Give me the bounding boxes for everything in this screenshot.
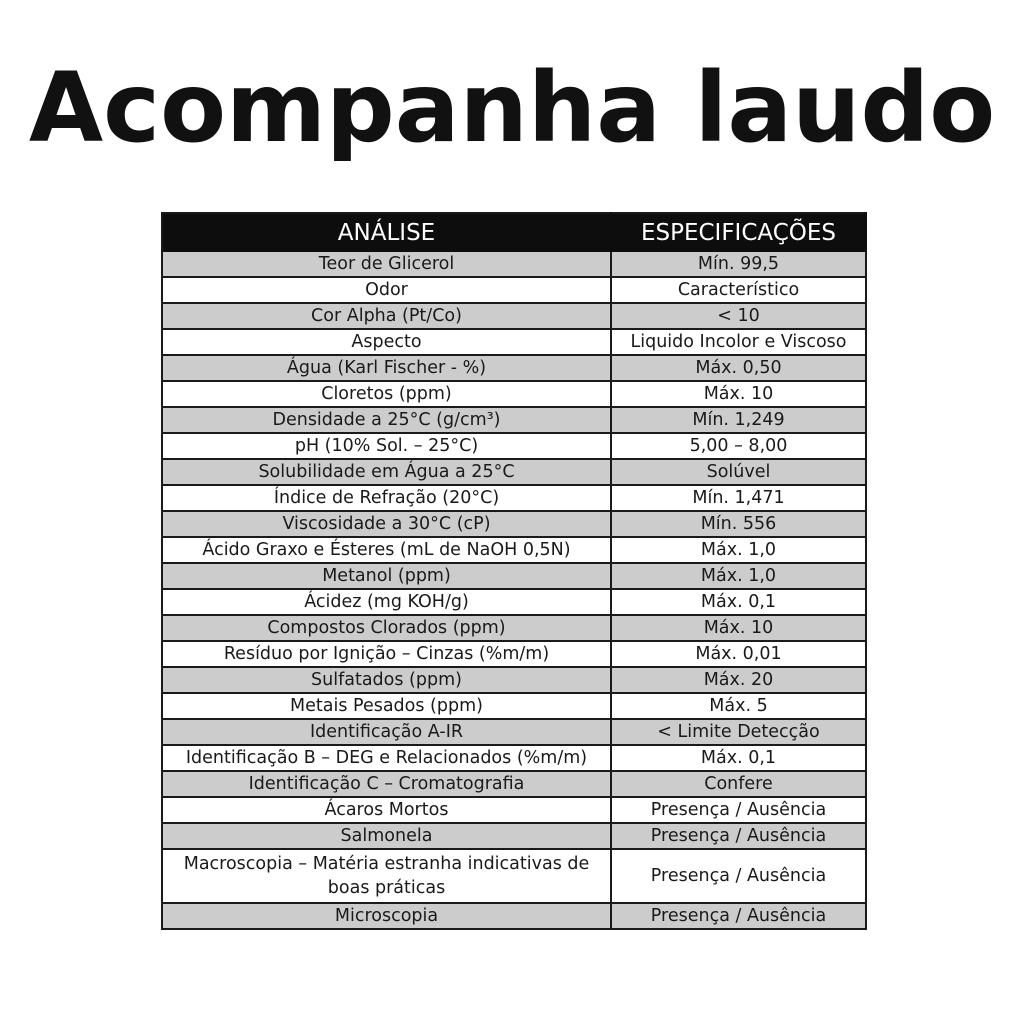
analysis-cell: Índice de Refração (20°C) — [162, 485, 611, 511]
analysis-cell: Identificação A-IR — [162, 719, 611, 745]
spec-cell: Mín. 99,5 — [611, 252, 866, 277]
analysis-cell: pH (10% Sol. – 25°C) — [162, 433, 611, 459]
spec-cell: Mín. 556 — [611, 511, 866, 537]
table-header-row — [162, 213, 866, 252]
spec-cell: Máx. 10 — [611, 381, 866, 407]
spec-cell: Presença / Ausência — [611, 823, 866, 849]
analysis-cell: Teor de Glicerol — [162, 252, 611, 277]
table-row — [162, 745, 866, 771]
analysis-cell: Identificação C – Cromatografia — [162, 771, 611, 797]
table-row — [162, 589, 866, 615]
analysis-cell: Resíduo por Ignição – Cinzas (%m/m) — [162, 641, 611, 667]
spec-cell: Mín. 1,471 — [611, 485, 866, 511]
analysis-cell: Macroscopia – Matéria estranha indicativas de boas práticas — [162, 849, 611, 903]
spec-cell: < 10 — [611, 303, 866, 329]
spec-cell: Presença / Ausência — [611, 849, 866, 903]
analysis-cell: Odor — [162, 277, 611, 303]
header-specifications: ESPECIFICAÇÕES — [611, 213, 866, 252]
table-row — [162, 381, 866, 407]
table-row — [162, 329, 866, 355]
table-row — [162, 797, 866, 823]
analysis-cell: Sulfatados (ppm) — [162, 667, 611, 693]
spec-cell: Máx. 0,1 — [611, 589, 866, 615]
table-row — [162, 433, 866, 459]
spec-cell: Máx. 0,50 — [611, 355, 866, 381]
analysis-cell: Salmonela — [162, 823, 611, 849]
table-row — [162, 459, 866, 485]
analysis-cell: Ácido Graxo e Ésteres (mL de NaOH 0,5N) — [162, 537, 611, 563]
spec-cell: Máx. 10 — [611, 615, 866, 641]
analysis-cell: Aspecto — [162, 329, 611, 355]
table-row — [162, 823, 866, 849]
spec-cell: 5,00 – 8,00 — [611, 433, 866, 459]
spec-cell: Presença / Ausência — [611, 903, 866, 929]
table-row — [162, 667, 866, 693]
table-row — [162, 903, 866, 929]
analysis-cell: Microscopia — [162, 903, 611, 929]
analysis-cell: Compostos Clorados (ppm) — [162, 615, 611, 641]
analysis-cell: Densidade a 25°C (g/cm³) — [162, 407, 611, 433]
spec-cell: Característico — [611, 277, 866, 303]
analysis-cell: Solubilidade em Água a 25°C — [162, 459, 611, 485]
spec-cell: Presença / Ausência — [611, 797, 866, 823]
spec-cell: Mín. 1,249 — [611, 407, 866, 433]
analysis-cell: Metanol (ppm) — [162, 563, 611, 589]
table-row — [162, 693, 866, 719]
analysis-cell: Água (Karl Fischer - %) — [162, 355, 611, 381]
table-row — [162, 563, 866, 589]
spec-cell: Máx. 0,01 — [611, 641, 866, 667]
table-row — [162, 771, 866, 797]
analysis-cell: Viscosidade a 30°C (cP) — [162, 511, 611, 537]
table-row — [162, 719, 866, 745]
table-row — [162, 641, 866, 667]
spec-cell: Máx. 20 — [611, 667, 866, 693]
spec-cell: Máx. 5 — [611, 693, 866, 719]
spec-cell: < Limite Detecção — [611, 719, 866, 745]
table-row — [162, 511, 866, 537]
spec-cell: Confere — [611, 771, 866, 797]
analysis-cell: Metais Pesados (ppm) — [162, 693, 611, 719]
analysis-cell: Cloretos (ppm) — [162, 381, 611, 407]
table-row — [162, 277, 866, 303]
spec-cell: Máx. 1,0 — [611, 537, 866, 563]
spec-cell: Solúvel — [611, 459, 866, 485]
table-row — [162, 849, 866, 903]
spec-cell: Máx. 0,1 — [611, 745, 866, 771]
analysis-cell: Ácidez (mg KOH/g) — [162, 589, 611, 615]
table-row — [162, 355, 866, 381]
table-row — [162, 407, 866, 433]
table-row — [162, 615, 866, 641]
analysis-cell: Ácaros Mortos — [162, 797, 611, 823]
analysis-cell: Identificação B – DEG e Relacionados (%m/m) — [162, 745, 611, 771]
table-row — [162, 485, 866, 511]
spec-cell: Liquido Incolor e Viscoso — [611, 329, 866, 355]
analysis-cell: Cor Alpha (Pt/Co) — [162, 303, 611, 329]
table-row — [162, 537, 866, 563]
table-row — [162, 252, 866, 277]
table-row — [162, 303, 866, 329]
specification-table — [161, 212, 867, 930]
header-analysis: ANÁLISE — [162, 213, 611, 252]
spec-cell: Máx. 1,0 — [611, 563, 866, 589]
page-title: Acompanha laudo — [28, 52, 996, 164]
